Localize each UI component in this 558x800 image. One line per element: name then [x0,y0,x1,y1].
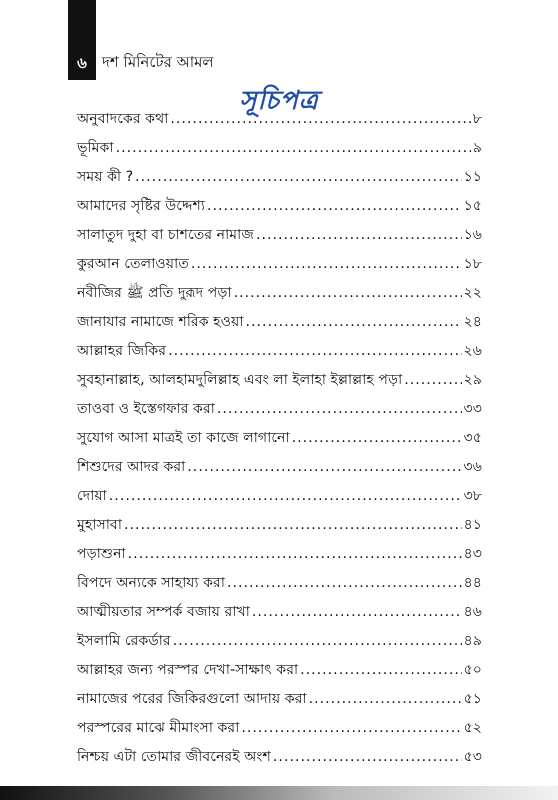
toc-entry-page: ১৫ [463,198,482,214]
toc-entry[interactable] [77,340,482,369]
toc-entry-label: নামাজের পরের জিকিরগুলো আদায় করা [77,691,307,707]
toc-leader-dots [404,372,461,388]
toc-leader-dots [173,633,462,649]
toc-entry[interactable] [77,369,482,398]
toc-leader-dots [227,575,462,591]
toc-leader-dots [256,227,462,243]
toc-entry-label: ইসলামি রেকর্ডার [77,633,171,649]
toc-entry-label: নবীজির ﷺ প্রতি দুরূদ পড়া [77,285,232,301]
toc-entry-page: ২৪ [463,314,482,330]
toc-entry-label: ভূমিকা [77,140,114,156]
toc-leader-dots [292,430,462,446]
toc-entry-page: ৪৬ [463,604,482,620]
toc-entry[interactable] [77,659,482,688]
toc-entry[interactable] [77,630,482,659]
toc-entry[interactable] [77,717,482,746]
toc-entry-page: ৫২ [463,720,482,736]
toc-entry-page: ৪১ [463,517,482,533]
book-title: দশ মিনিটের আমল [102,53,214,71]
toc-leader-dots [170,111,470,127]
toc-leader-dots [191,256,462,272]
page-header [0,0,558,80]
toc-entry-page: ৫৩ [463,749,482,765]
toc-leader-dots [234,285,462,301]
toc-leader-dots [273,749,462,765]
toc-entry[interactable] [77,137,482,166]
toc-entry-label: আল্লাহর জিকির [77,343,167,359]
toc-leader-dots [168,343,461,359]
toc-leader-dots [124,517,462,533]
toc-entry-page: ৩৩ [463,401,482,417]
toc-entry[interactable] [77,456,482,485]
toc-leader-dots [246,314,462,330]
toc-entry-label: আত্মীয়তার সম্পর্ক বজায় রাখা [77,604,250,620]
toc-leader-dots [135,169,461,185]
toc-entry-page: ১৬ [463,227,482,243]
toc-entry-page: ২২ [463,285,482,301]
toc-entry-page: ৫১ [463,691,482,707]
toc-entry-label: সালাতুদ দুহা বা চাশতের নামাজ [77,227,254,243]
toc-entry-label: নিশ্চয় এটা তোমার জীবনেরই অংশ [77,749,271,765]
toc-entry-page: ৩৮ [463,488,482,504]
footer-gradient-bar [0,786,558,800]
toc-entry-label: পরস্পরের মাঝে মীমাংসা করা [77,720,240,736]
toc-entry-label: জানাযার নামাজে শরিক হওয়া [77,314,244,330]
toc-entry-label: সুবহানাল্লাহ, আলহামদুলিল্লাহ এবং লা ইলাহা ইল্লাল্লাহ পড়া [77,372,403,388]
toc-entry-page: ৯ [472,140,482,156]
toc-entry-page: ৮ [472,111,482,127]
toc-entry[interactable] [77,108,482,137]
toc-leader-dots [116,140,471,156]
toc-entry[interactable] [77,601,482,630]
toc-entry-label: কুরআন তেলাওয়াত [77,256,189,272]
toc-entry-label: আমাদের সৃষ্টির উদ্দেশ্য [77,198,206,214]
toc-entry-page: ১৮ [463,256,482,272]
toc-entry[interactable] [77,398,482,427]
toc-leader-dots [309,691,462,707]
toc-entry[interactable] [77,224,482,253]
toc-entry-label: পড়াশুনা [77,546,126,562]
toc-entry-page: ৩৫ [463,430,482,446]
toc-leader-dots [241,720,461,736]
toc-entry[interactable] [77,572,482,601]
toc-entry[interactable] [77,485,482,514]
toc-leader-dots [187,459,461,475]
toc-entry[interactable] [77,253,482,282]
toc-leader-dots [207,198,462,214]
toc-entry-label: দোয়া [77,488,107,504]
page-number: ৬ [77,54,87,72]
toc-entry-label: আল্লাহর জন্য পরস্পর দেখা-সাক্ষাৎ করা [77,662,299,678]
toc-entry[interactable] [77,166,482,195]
toc-entry[interactable] [77,311,482,340]
toc-leader-dots [252,604,462,620]
toc-entry-label: সময় কী ? [77,169,134,185]
toc-entry-page: ১১ [463,169,482,185]
toc-entry[interactable] [77,514,482,543]
table-of-contents [77,108,482,775]
toc-entry[interactable] [77,195,482,224]
toc-entry-page: ২৬ [463,343,482,359]
toc-entry[interactable] [77,427,482,456]
toc-entry-page: ৩৬ [463,459,482,475]
toc-entry-label: তাওবা ও ইস্তেগফার করা [77,401,215,417]
toc-entry-label: মুহাসাবা [77,517,122,533]
toc-leader-dots [217,401,462,417]
toc-entry-page: ৪৩ [463,546,482,562]
toc-entry-label: শিশুদের আদর করা [77,459,186,475]
toc-entry-page: ২৯ [463,372,482,388]
toc-leader-dots [300,662,461,678]
toc-title: সূচিপত্র [239,86,319,116]
toc-entry-page: ৪৯ [463,633,482,649]
toc-entry-label: বিপদে অন্যকে সাহায্য করা [77,575,225,591]
toc-entry-page: ৪৪ [463,575,482,591]
toc-leader-dots [128,546,462,562]
toc-entry[interactable] [77,688,482,717]
toc-entry-label: অনুবাদকের কথা [77,111,169,127]
toc-leader-dots [109,488,462,504]
toc-entry[interactable] [77,282,482,311]
toc-entry-page: ৫০ [463,662,482,678]
toc-entry[interactable] [77,543,482,572]
toc-entry[interactable] [77,746,482,775]
toc-entry-label: সুযোগ আসা মাত্রই তা কাজে লাগানো [77,430,290,446]
